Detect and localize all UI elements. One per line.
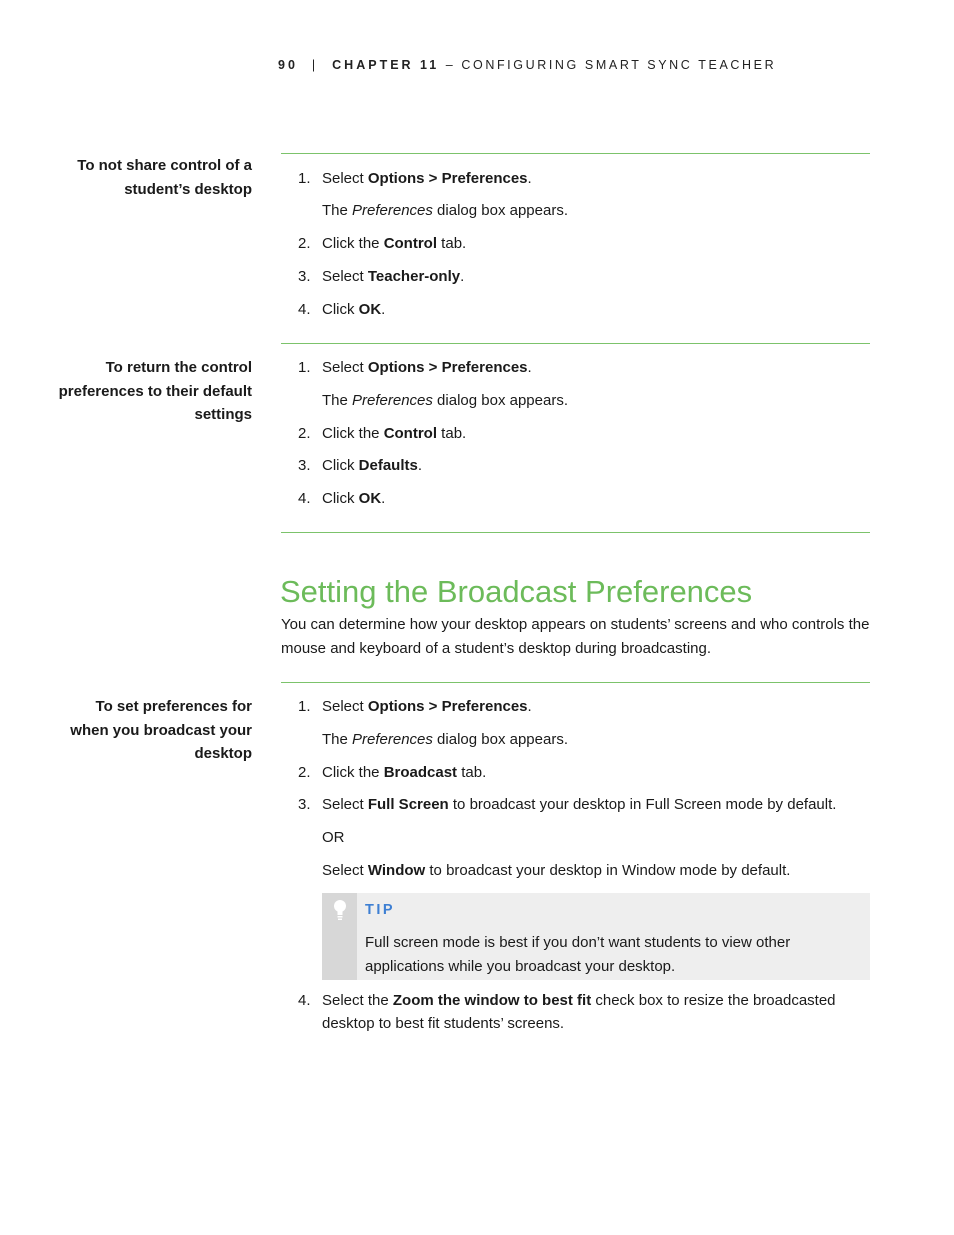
chapter-label: CHAPTER 11 [332,58,440,72]
lightbulb-icon [333,899,347,925]
step-text: Click the Control tab. [322,425,467,442]
side-heading-line: settings [194,406,252,423]
section-divider [281,682,870,683]
step-number: 2. [298,235,311,252]
step-number: 3. [298,796,311,813]
side-heading-line: To not share control of a [77,157,252,174]
step-number: 4. [298,301,311,318]
step-text: Select Options > Preferences. [322,698,532,715]
step-note: The Preferences dialog box appears. [322,731,568,748]
running-header [278,58,776,72]
step-text: Click the Control tab. [322,235,467,252]
step-number: 3. [298,268,311,285]
tip-label: TIP [365,902,396,918]
step-number: 2. [298,764,311,781]
header-separator: | [311,58,319,72]
intro-line: mouse and keyboard of a student’s desktop during broadcasting. [281,640,712,657]
tip-line: applications while you broadcast your desktop. [365,958,676,975]
step-number: 3. [298,457,311,474]
step-alternative: Select Window to broadcast your desktop in Window mode by default. [322,862,791,879]
side-heading-line: To set preferences for [95,698,252,715]
chapter-title: – CONFIGURING SMART SYNC TEACHER [445,58,777,72]
step-number: 2. [298,425,311,442]
side-heading-return-defaults [22,356,252,427]
step-or: OR [322,829,345,846]
section-divider [281,153,870,154]
step-number: 4. [298,490,311,507]
step-number: 1. [298,359,311,376]
step-number: 1. [298,170,311,187]
section-heading-broadcast: Setting the Broadcast Preferences [280,574,753,609]
section-divider [281,532,870,533]
side-heading-line: student’s desktop [124,180,252,198]
side-heading-line: To return the control [105,359,252,376]
tip-text [365,931,855,979]
step-text: Click OK. [322,301,386,318]
tip-line: Full screen mode is best if you don’t want students to view other [365,934,791,951]
side-heading-line: when you broadcast your [70,721,252,739]
step-number: 1. [298,698,311,715]
step-text: Select Options > Preferences. [322,359,532,376]
step-number: 4. [298,992,311,1009]
side-heading-line: desktop [194,745,252,762]
intro-paragraph [281,613,873,661]
step-text: Click OK. [322,490,386,507]
side-heading-broadcast-prefs [22,695,252,766]
intro-line: You can determine how your desktop appears on students’ screens and who controls the [281,616,870,633]
step-text: Select Options > Preferences. [322,170,532,187]
tip-box [322,893,870,980]
step-note: The Preferences dialog box appears. [322,202,568,219]
section-divider [281,343,870,344]
page-number: 90 [278,58,298,72]
step-text: Select the Zoom the window to best fit check box to resize the broadcasted desktop to best fit students’ screens. [322,992,836,1032]
step-text: Click Defaults. [322,457,423,474]
step-text: Click the Broadcast tab. [322,764,487,781]
step-text: Select Full Screen to broadcast your desktop in Full Screen mode by default. [322,796,837,813]
side-heading-line: preferences to their default [58,382,252,400]
side-heading-no-share [22,154,252,201]
step-text: Select Teacher-only. [322,268,465,285]
step-note: The Preferences dialog box appears. [322,392,568,409]
